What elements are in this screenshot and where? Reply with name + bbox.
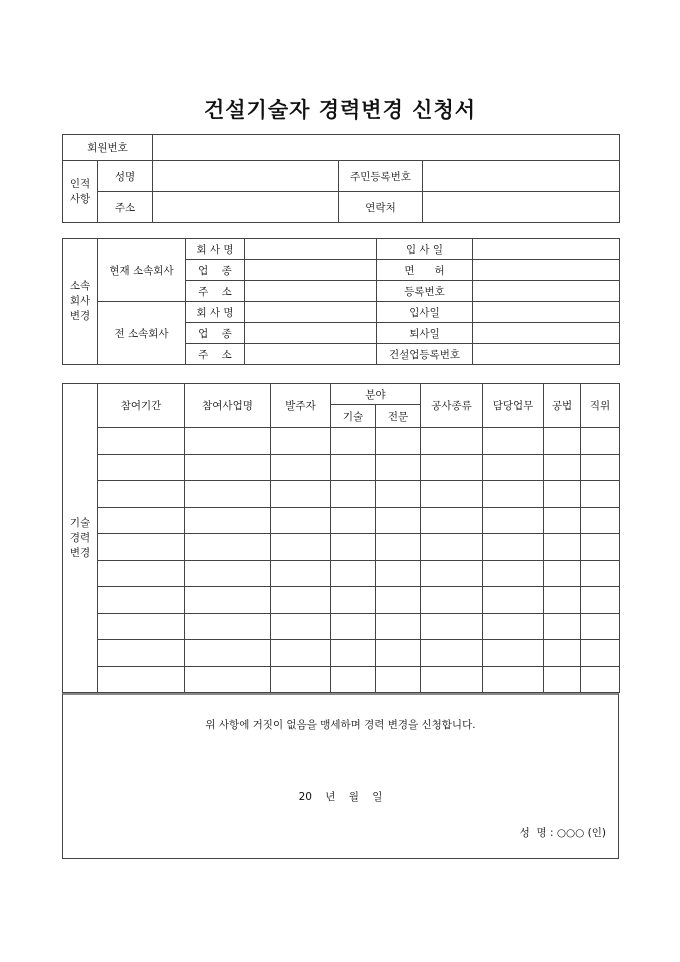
career-work-type-cell[interactable] — [421, 560, 483, 587]
career-period-cell[interactable] — [98, 666, 185, 693]
career-field-specialty-cell[interactable] — [376, 428, 421, 455]
career-work-method-cell[interactable] — [544, 454, 581, 481]
former-company-name-field[interactable] — [245, 302, 377, 323]
career-project-name-cell[interactable] — [185, 666, 271, 693]
career-client-cell[interactable] — [271, 534, 331, 561]
career-field-technical-cell[interactable] — [331, 560, 376, 587]
career-field-technical-cell[interactable] — [331, 534, 376, 561]
career-project-name-cell[interactable] — [185, 640, 271, 667]
career-field-technical-cell[interactable] — [331, 587, 376, 614]
header-period: 참여기간 — [98, 384, 185, 428]
address-field[interactable] — [153, 192, 339, 223]
career-duty-cell[interactable] — [483, 534, 544, 561]
career-work-type-cell[interactable] — [421, 534, 483, 561]
career-duty-cell[interactable] — [483, 560, 544, 587]
career-field-specialty-cell[interactable] — [376, 534, 421, 561]
career-row — [63, 613, 620, 640]
career-position-cell[interactable] — [581, 507, 620, 534]
career-section-label — [63, 384, 98, 693]
contact-field[interactable] — [423, 192, 620, 223]
header-client: 발주자 — [271, 384, 331, 428]
resident-number-label: 주민등록번호 — [339, 161, 423, 192]
career-work-type-cell[interactable] — [421, 481, 483, 508]
career-row — [63, 428, 620, 455]
career-work-method-cell[interactable] — [544, 640, 581, 667]
career-period-cell[interactable] — [98, 507, 185, 534]
career-project-name-cell[interactable] — [185, 428, 271, 455]
career-field-technical-cell[interactable] — [331, 613, 376, 640]
career-period-cell[interactable] — [98, 481, 185, 508]
career-client-cell[interactable] — [271, 587, 331, 614]
career-project-name-cell[interactable] — [185, 587, 271, 614]
career-work-type-cell[interactable] — [421, 666, 483, 693]
leave-date-field[interactable] — [473, 323, 620, 344]
career-field-technical-cell[interactable] — [331, 640, 376, 667]
career-work-type-cell[interactable] — [421, 613, 483, 640]
career-period-cell[interactable] — [98, 560, 185, 587]
former-company-name-label: 회 사 명 — [186, 302, 245, 323]
construction-registration-field[interactable] — [473, 344, 620, 365]
career-duty-cell[interactable] — [483, 428, 544, 455]
name-label: 성명 — [98, 161, 153, 192]
career-client-cell[interactable] — [271, 666, 331, 693]
career-work-method-cell[interactable] — [544, 507, 581, 534]
career-work-method-cell[interactable] — [544, 534, 581, 561]
header-duty: 담당업무 — [483, 384, 544, 428]
declaration-date: 20 년 월 일 — [298, 791, 383, 803]
career-row — [63, 666, 620, 693]
career-field-specialty-cell[interactable] — [376, 454, 421, 481]
career-work-type-cell[interactable] — [421, 428, 483, 455]
contact-label: 연락처 — [339, 192, 423, 223]
career-project-name-cell[interactable] — [185, 454, 271, 481]
career-duty-cell[interactable] — [483, 666, 544, 693]
career-work-method-cell[interactable] — [544, 560, 581, 587]
career-work-method-cell[interactable] — [544, 587, 581, 614]
career-row — [63, 560, 620, 587]
career-client-cell[interactable] — [271, 428, 331, 455]
former-company-label: 전 소속회사 — [98, 302, 186, 365]
current-company-name-label: 회 사 명 — [186, 239, 245, 260]
career-position-cell[interactable] — [581, 481, 620, 508]
company-section-text: 소속 회사 변경 — [69, 280, 91, 322]
career-position-cell[interactable] — [581, 613, 620, 640]
career-project-name-cell[interactable] — [185, 613, 271, 640]
career-client-cell[interactable] — [271, 481, 331, 508]
header-work-method: 공법 — [544, 384, 581, 428]
header-project-name: 참여사업명 — [185, 384, 271, 428]
career-position-cell[interactable] — [581, 454, 620, 481]
career-field-specialty-cell[interactable] — [376, 613, 421, 640]
current-company-label: 현재 소속회사 — [98, 239, 186, 302]
career-duty-cell[interactable] — [483, 640, 544, 667]
career-client-cell[interactable] — [271, 560, 331, 587]
career-work-type-cell[interactable] — [421, 640, 483, 667]
career-position-cell[interactable] — [581, 428, 620, 455]
career-section-text: 기술 경력 변경 — [69, 516, 91, 559]
career-project-name-cell[interactable] — [185, 507, 271, 534]
former-business-type-label: 업 종 — [186, 323, 245, 344]
company-section-label — [63, 239, 98, 365]
career-work-method-cell[interactable] — [544, 428, 581, 455]
personal-section-label — [63, 161, 98, 223]
current-address-field[interactable] — [245, 281, 377, 302]
career-client-cell[interactable] — [271, 507, 331, 534]
career-field-technical-cell[interactable] — [331, 428, 376, 455]
career-work-method-cell[interactable] — [544, 666, 581, 693]
former-address-label: 주 소 — [186, 344, 245, 365]
construction-registration-label: 건설업등록번호 — [377, 344, 473, 365]
current-address-label: 주 소 — [186, 281, 245, 302]
career-field-technical-cell[interactable] — [331, 481, 376, 508]
career-field-specialty-cell[interactable] — [376, 507, 421, 534]
career-row — [63, 640, 620, 667]
career-duty-cell[interactable] — [483, 481, 544, 508]
career-row — [63, 454, 620, 481]
current-company-name-field[interactable] — [245, 239, 377, 260]
career-position-cell[interactable] — [581, 666, 620, 693]
career-position-cell[interactable] — [581, 534, 620, 561]
career-project-name-cell[interactable] — [185, 481, 271, 508]
personal-section-text: 인적 사항 — [69, 177, 91, 205]
header-position: 직위 — [581, 384, 620, 428]
career-client-cell[interactable] — [271, 454, 331, 481]
career-work-type-cell[interactable] — [421, 454, 483, 481]
member-number-label: 회원번호 — [63, 135, 153, 161]
registration-number-field[interactable] — [473, 281, 620, 302]
former-join-date-field[interactable] — [473, 302, 620, 323]
career-field-specialty-cell[interactable] — [376, 481, 421, 508]
career-period-cell[interactable] — [98, 640, 185, 667]
career-field-specialty-cell[interactable] — [376, 560, 421, 587]
career-period-cell[interactable] — [98, 454, 185, 481]
career-work-method-cell[interactable] — [544, 613, 581, 640]
career-period-cell[interactable] — [98, 587, 185, 614]
career-field-technical-cell[interactable] — [331, 454, 376, 481]
license-field[interactable] — [473, 260, 620, 281]
career-work-type-cell[interactable] — [421, 587, 483, 614]
leave-date-label: 퇴사일 — [377, 323, 473, 344]
career-duty-cell[interactable] — [483, 587, 544, 614]
former-address-field[interactable] — [245, 344, 377, 365]
resident-number-field[interactable] — [423, 161, 620, 192]
career-client-cell[interactable] — [271, 613, 331, 640]
career-row — [63, 481, 620, 508]
career-period-cell[interactable] — [98, 534, 185, 561]
career-position-cell[interactable] — [581, 587, 620, 614]
company-change-table — [62, 238, 620, 365]
career-row — [63, 507, 620, 534]
career-field-specialty-cell[interactable] — [376, 640, 421, 667]
career-position-cell[interactable] — [581, 640, 620, 667]
license-label: 면 허 — [377, 260, 473, 281]
declaration-box — [62, 693, 619, 859]
member-number-field[interactable] — [153, 135, 620, 161]
declaration-statement: 위 사항에 거짓이 없음을 맹세하며 경력 변경을 신청합니다. — [205, 719, 476, 731]
name-field[interactable] — [153, 161, 339, 192]
career-position-cell[interactable] — [581, 560, 620, 587]
career-change-table — [62, 383, 620, 693]
career-row — [63, 587, 620, 614]
career-field-technical-cell[interactable] — [331, 666, 376, 693]
former-business-type-field[interactable] — [245, 323, 377, 344]
current-join-date-label: 입 사 일 — [377, 239, 473, 260]
career-duty-cell[interactable] — [483, 454, 544, 481]
career-period-cell[interactable] — [98, 428, 185, 455]
header-work-type: 공사종류 — [421, 384, 483, 428]
career-field-specialty-cell[interactable] — [376, 666, 421, 693]
career-field-technical-cell[interactable] — [331, 507, 376, 534]
current-business-type-field[interactable] — [245, 260, 377, 281]
current-join-date-field[interactable] — [473, 239, 620, 260]
career-period-cell[interactable] — [98, 613, 185, 640]
current-business-type-label: 업 종 — [186, 260, 245, 281]
career-field-specialty-cell[interactable] — [376, 587, 421, 614]
career-duty-cell[interactable] — [483, 613, 544, 640]
former-join-date-label: 입사일 — [377, 302, 473, 323]
career-project-name-cell[interactable] — [185, 534, 271, 561]
address-label: 주소 — [98, 192, 153, 223]
declaration-signature: 성 명 : ○○○ (인) — [519, 827, 606, 839]
career-work-method-cell[interactable] — [544, 481, 581, 508]
career-work-type-cell[interactable] — [421, 507, 483, 534]
registration-number-label: 등록번호 — [377, 281, 473, 302]
header-field-specialty: 전문 — [376, 405, 421, 428]
header-field: 분야 — [331, 384, 421, 405]
personal-info-table — [62, 134, 620, 223]
form-title: 건설기술자 경력변경 신청서 — [203, 98, 477, 122]
career-project-name-cell[interactable] — [185, 560, 271, 587]
header-field-technical: 기술 — [331, 405, 376, 428]
career-row — [63, 534, 620, 561]
career-duty-cell[interactable] — [483, 507, 544, 534]
career-client-cell[interactable] — [271, 640, 331, 667]
